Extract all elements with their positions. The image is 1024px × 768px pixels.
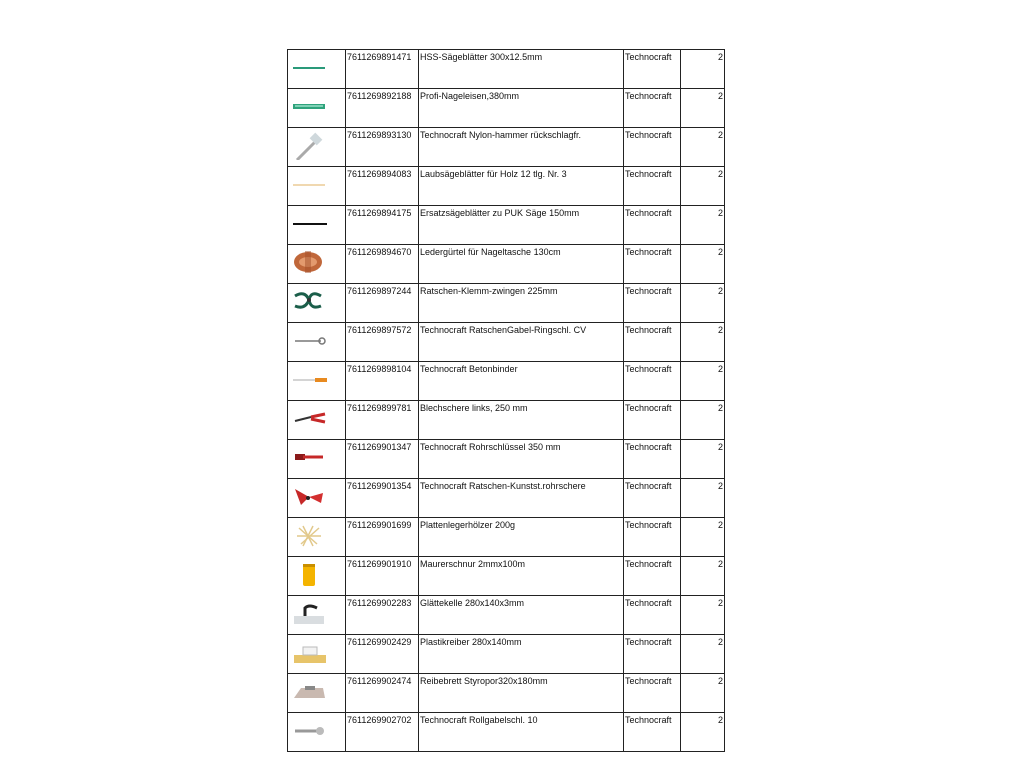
product-image-cell: [288, 479, 346, 518]
description-cell: Laubsägeblätter für Holz 12 tlg. Nr. 3: [419, 167, 624, 206]
description-cell: Technocraft Ratschen-Kunstst.rohrschere: [419, 479, 624, 518]
brand-cell: Technocraft: [624, 440, 681, 479]
ean-cell: 7611269901347: [346, 440, 419, 479]
ean-cell: 7611269902474: [346, 674, 419, 713]
description-cell: Ratschen-Klemm-zwingen 225mm: [419, 284, 624, 323]
ean-cell: 7611269899781: [346, 401, 419, 440]
table-row: [288, 128, 725, 167]
ean-cell: 7611269902429: [346, 635, 419, 674]
quantity-cell: 2: [681, 206, 725, 245]
product-image-cell: [288, 245, 346, 284]
product-image-cell: [288, 50, 346, 89]
table-row: [288, 50, 725, 89]
description-cell: Profi-Nageleisen,380mm: [419, 89, 624, 128]
brand-cell: Technocraft: [624, 284, 681, 323]
ean-cell: 7611269901910: [346, 557, 419, 596]
brand-cell: Technocraft: [624, 89, 681, 128]
table-row: [288, 518, 725, 557]
description-cell: Reibebrett Styropor320x180mm: [419, 674, 624, 713]
ean-cell: 7611269894670: [346, 245, 419, 284]
product-image-cell: [288, 89, 346, 128]
quantity-cell: 2: [681, 557, 725, 596]
quantity-cell: 2: [681, 674, 725, 713]
product-image-cell: [288, 674, 346, 713]
product-image-cell: [288, 167, 346, 206]
pipe-cutter-icon: [291, 483, 329, 511]
brand-cell: Technocraft: [624, 128, 681, 167]
quantity-cell: 2: [681, 323, 725, 362]
quantity-cell: 2: [681, 596, 725, 635]
quantity-cell: 2: [681, 440, 725, 479]
product-image-cell: [288, 440, 346, 479]
brand-cell: Technocraft: [624, 635, 681, 674]
smoothing-trowel-icon: [291, 600, 329, 628]
ratchet-clamp-icon: [291, 288, 329, 316]
description-cell: HSS-Sägeblätter 300x12.5mm: [419, 50, 624, 89]
adjustable-wrench-icon: [291, 717, 329, 745]
table-row: [288, 245, 725, 284]
description-cell: Ersatzsägeblätter zu PUK Säge 150mm: [419, 206, 624, 245]
ean-cell: 7611269898104: [346, 362, 419, 401]
product-image-cell: [288, 362, 346, 401]
quantity-cell: 2: [681, 362, 725, 401]
leather-belt-icon: [291, 249, 329, 277]
tile-wedges-icon: [291, 522, 329, 550]
brand-cell: Technocraft: [624, 401, 681, 440]
product-image-cell: [288, 713, 346, 752]
quantity-cell: 2: [681, 713, 725, 752]
table-row: [288, 206, 725, 245]
plastic-float-icon: [291, 639, 329, 667]
quantity-cell: 2: [681, 518, 725, 557]
mason-line-icon: [291, 561, 329, 589]
product-image-cell: [288, 557, 346, 596]
ean-cell: 7611269897572: [346, 323, 419, 362]
product-table-body: [288, 50, 725, 752]
table-row: [288, 362, 725, 401]
quantity-cell: 2: [681, 50, 725, 89]
description-cell: Technocraft Rohrschlüssel 350 mm: [419, 440, 624, 479]
table-row: [288, 596, 725, 635]
ean-cell: 7611269894175: [346, 206, 419, 245]
quantity-cell: 2: [681, 167, 725, 206]
ean-cell: 7611269902702: [346, 713, 419, 752]
product-image-cell: [288, 323, 346, 362]
brand-cell: Technocraft: [624, 323, 681, 362]
brand-cell: Technocraft: [624, 557, 681, 596]
puk-blade-icon: [291, 210, 329, 238]
ean-cell: 7611269893130: [346, 128, 419, 167]
table-row: [288, 167, 725, 206]
product-image-cell: [288, 401, 346, 440]
table-row: [288, 401, 725, 440]
quantity-cell: 2: [681, 635, 725, 674]
saw-blade-icon: [291, 54, 329, 82]
product-image-cell: [288, 284, 346, 323]
ean-cell: 7611269901354: [346, 479, 419, 518]
rebar-tier-icon: [291, 366, 329, 394]
table-row: [288, 674, 725, 713]
product-image-cell: [288, 518, 346, 557]
description-cell: Plattenlegerhölzer 200g: [419, 518, 624, 557]
product-image-cell: [288, 206, 346, 245]
table-row: [288, 89, 725, 128]
table-row: [288, 479, 725, 518]
brand-cell: Technocraft: [624, 50, 681, 89]
quantity-cell: 2: [681, 89, 725, 128]
ean-cell: 7611269897244: [346, 284, 419, 323]
brand-cell: Technocraft: [624, 362, 681, 401]
table-row: [288, 440, 725, 479]
brand-cell: Technocraft: [624, 479, 681, 518]
description-cell: Plastikreiber 280x140mm: [419, 635, 624, 674]
description-cell: Technocraft RatschenGabel-Ringschl. CV: [419, 323, 624, 362]
ean-cell: 7611269891471: [346, 50, 419, 89]
styrofoam-float-icon: [291, 678, 329, 706]
hammer-icon: [291, 132, 329, 160]
quantity-cell: 2: [681, 401, 725, 440]
table-row: [288, 323, 725, 362]
brand-cell: Technocraft: [624, 596, 681, 635]
quantity-cell: 2: [681, 245, 725, 284]
table-row: [288, 635, 725, 674]
brand-cell: Technocraft: [624, 206, 681, 245]
tin-snips-icon: [291, 405, 329, 433]
description-cell: Technocraft Nylon-hammer rückschlagfr.: [419, 128, 624, 167]
brand-cell: Technocraft: [624, 245, 681, 284]
description-cell: Technocraft Betonbinder: [419, 362, 624, 401]
brand-cell: Technocraft: [624, 167, 681, 206]
combination-wrench-icon: [291, 327, 329, 355]
description-cell: Glättekelle 280x140x3mm: [419, 596, 624, 635]
description-cell: Ledergürtel für Nageltasche 130cm: [419, 245, 624, 284]
ean-cell: 7611269892188: [346, 89, 419, 128]
table-row: [288, 713, 725, 752]
pipe-wrench-icon: [291, 444, 329, 472]
description-cell: Maurerschnur 2mmx100m: [419, 557, 624, 596]
ean-cell: 7611269901699: [346, 518, 419, 557]
quantity-cell: 2: [681, 128, 725, 167]
description-cell: Blechschere links, 250 mm: [419, 401, 624, 440]
product-table: [287, 49, 725, 752]
product-image-cell: [288, 596, 346, 635]
brand-cell: Technocraft: [624, 674, 681, 713]
table-row: [288, 557, 725, 596]
crowbar-icon: [291, 93, 329, 121]
table-row: [288, 284, 725, 323]
quantity-cell: 2: [681, 284, 725, 323]
brand-cell: Technocraft: [624, 518, 681, 557]
product-list-sheet: [287, 49, 725, 752]
product-image-cell: [288, 635, 346, 674]
ean-cell: 7611269894083: [346, 167, 419, 206]
product-image-cell: [288, 128, 346, 167]
quantity-cell: 2: [681, 479, 725, 518]
brand-cell: Technocraft: [624, 713, 681, 752]
fretsaw-blade-icon: [291, 171, 329, 199]
description-cell: Technocraft Rollgabelschl. 10: [419, 713, 624, 752]
ean-cell: 7611269902283: [346, 596, 419, 635]
